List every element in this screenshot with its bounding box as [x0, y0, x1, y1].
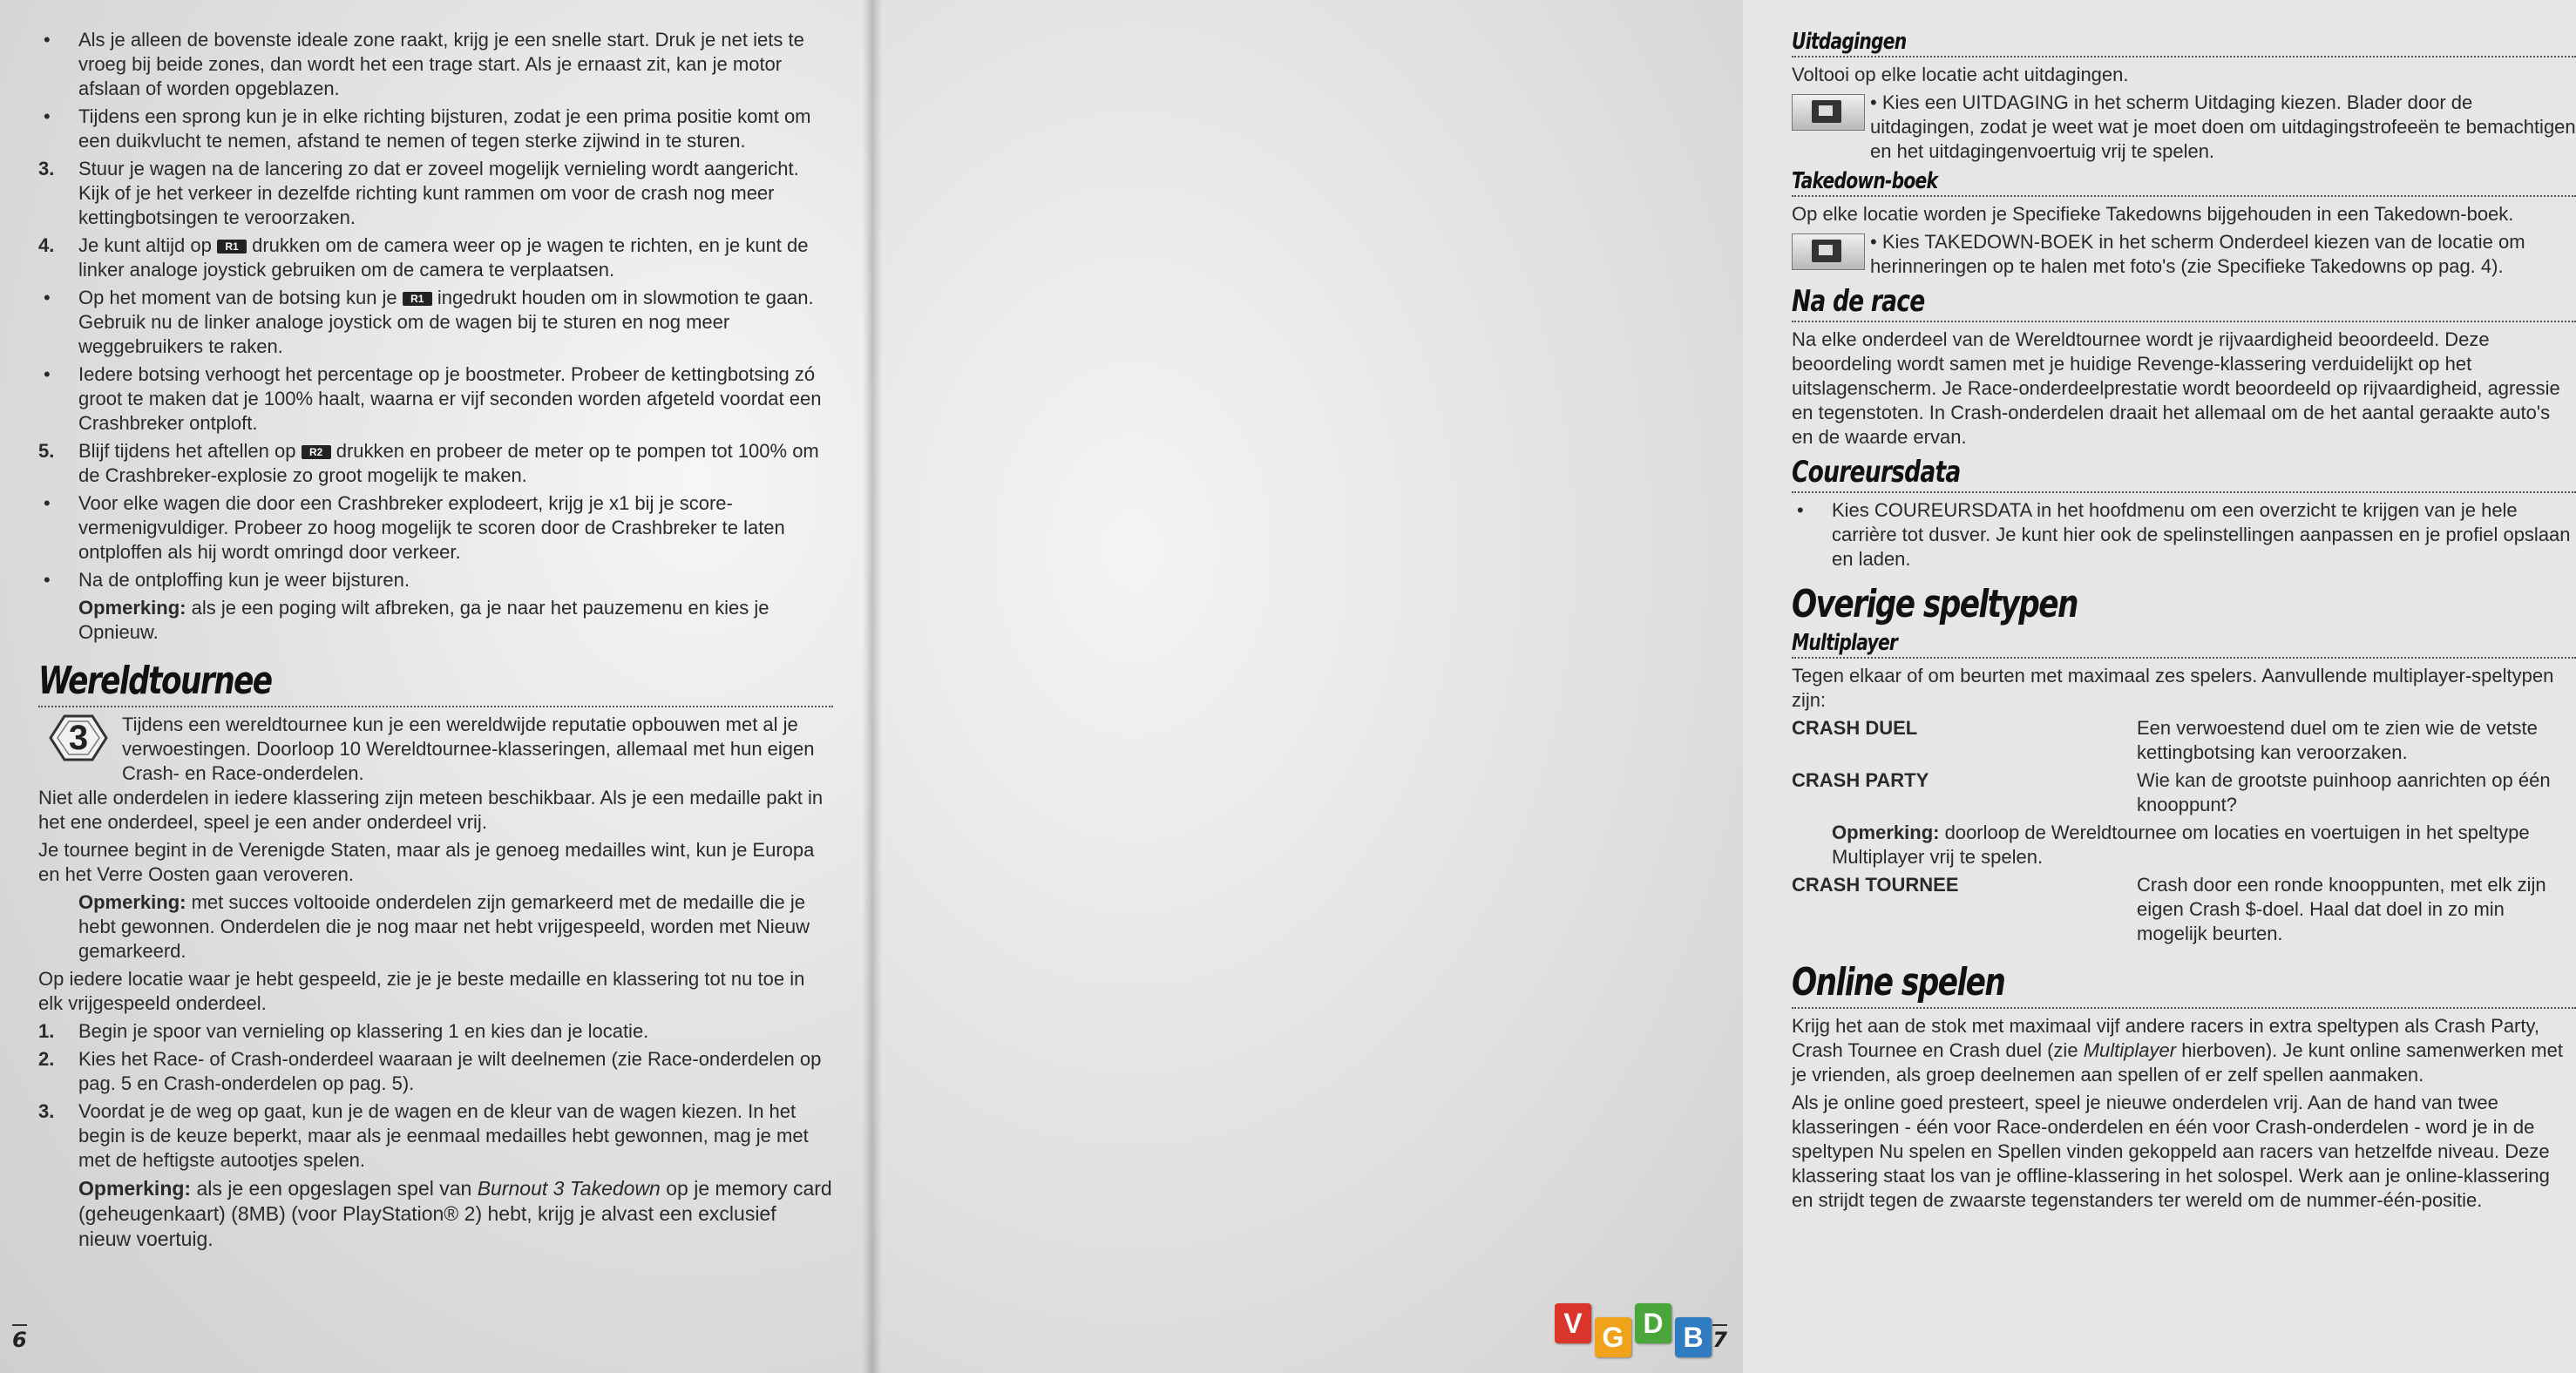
bullet-marker: • — [44, 29, 51, 51]
note-text: met succes voltooide onderdelen zijn gemarkeerd met de medaille die je hebt gewonnen. Onderdelen die je nog maar net hebt vrijgespeeld, worden met Nieuw gemarkeerd. — [78, 891, 810, 962]
bullet-marker: • — [1797, 499, 1804, 521]
note — [1792, 821, 2576, 869]
item-text — [78, 439, 833, 488]
note-text-post: op je memory card (geheugenkaart) (8MB) (voor PlayStation® 2) hebt, krijg je alvast een exclusief nieuw voertuig. — [78, 1177, 832, 1250]
section-heading-online-spelen: Online spelen — [1792, 960, 2005, 1004]
note-label: Opmerking: — [1832, 822, 1940, 843]
challenge-screen-icon — [1792, 94, 1865, 131]
logo-letter: V — [1555, 1303, 1591, 1343]
paragraph-post: hierboven). Je kunt online samenwerken met je vrienden, als groep deelnemen aan spellen of er zelf spellen aanmaken. — [1792, 1039, 2563, 1086]
wereld-intro — [38, 713, 833, 786]
bullet-marker: • — [44, 363, 51, 385]
list-item — [38, 1099, 833, 1173]
item-text: Iedere botsing verhoogt het percentage op je boostmeter. Probeer de kettingbotsing zó groot te maken dat je 100% haalt, waarna er vijf seconden worden afgeteld voordat een Crashbreker ontploft. — [78, 363, 822, 434]
list-item — [38, 105, 833, 153]
paragraph: Niet alle onderdelen in iedere klassering zijn meteen beschikbaar. Als je een medaille pakt in het ene onderdeel, speel je een ander onderdeel vrij. — [38, 787, 824, 833]
step-number: 1. — [38, 1020, 55, 1042]
vgdb-logo — [1555, 1310, 1712, 1357]
logo-letter: D — [1635, 1303, 1671, 1343]
heading-divider — [1792, 491, 2576, 493]
note-label: Opmerking: — [78, 891, 186, 913]
item-text: Kies het Race- of Crash-onderdeel waaraan je wilt deelnemen (zie Race-onderdelen op pag. 5 en Crash-onderdelen op pag. 5). — [78, 1048, 822, 1094]
heading-divider — [38, 706, 833, 707]
item-text: Voordat je de weg op gaat, kun je de wagen en de kleur van de wagen kiezen. In het begin is de keuze beperkt, maar als je eenmaal medailles hebt gewonnen, mag je met met de heftigste autootjes spelen. — [78, 1100, 809, 1171]
note-text: doorloop de Wereldtournee om locaties en voertuigen in het speltype Multiplayer vrij te spelen. — [1832, 822, 2530, 868]
step-number: 2. — [38, 1048, 55, 1070]
book-spine — [863, 0, 882, 1373]
section-heading-coureursdata: Coureursdata — [1792, 455, 1961, 490]
r1-button-icon: R1 — [403, 292, 432, 306]
list-item — [38, 28, 833, 101]
note — [38, 890, 833, 964]
game-title: Burnout 3 Takedown — [477, 1177, 661, 1200]
uitdagingen-bullet — [1792, 91, 2576, 164]
paragraph-pre: Krijg het aan de stok met maximaal vijf andere racers in extra speltypen als Crash Party, Crash Tournee en Crash duel (zie — [1792, 1015, 2539, 1061]
paragraph: Voltooi op elke locatie acht uitdagingen. — [1792, 64, 2129, 85]
list-item — [38, 439, 833, 488]
heading-divider — [1792, 657, 2576, 659]
item-text-post: ingedrukt houden om in slowmotion te gaan. Gebruik nu de linker analoge joystick om de wagen bij te sturen en nog meer weggebruikers te raken. — [78, 287, 814, 357]
note-label: Opmerking: — [78, 1177, 192, 1200]
left-column — [38, 28, 833, 1255]
section-heading-takedown-boek: Takedown-boek — [1792, 168, 1938, 194]
intro-text: Tijdens een wereldtournee kun je een wereldwijde reputatie opbouwen met al je verwoestingen. Doorloop 10 Wereldtournee-klasseringen, allemaal met hun eigen Crash- en Race-onderdelen. — [122, 714, 815, 784]
paragraph: Tegen elkaar of om beurten met maximaal zes spelers. Aanvullende multiplayer-speltypen zijn: — [1792, 665, 2554, 711]
list-item — [38, 362, 833, 436]
mode-name: CRASH TOURNEE — [1792, 874, 1959, 896]
mode-name: CRASH PARTY — [1792, 769, 1929, 791]
r2-button-icon: R2 — [302, 445, 331, 459]
section-heading-na-de-race: Na de race — [1792, 284, 1925, 319]
note — [38, 1176, 833, 1252]
r1-button-icon: R1 — [217, 240, 247, 254]
item-text-post: drukken om de camera weer op je wagen te richten, en je kunt de linker analoge joystick gebruiken om de camera te verplaatsen. — [78, 234, 809, 281]
heading-divider — [1792, 321, 2576, 322]
heading-divider — [1792, 56, 2576, 57]
bullet-marker: • — [44, 287, 51, 308]
item-text-pre: Op het moment van de botsing kun je — [78, 287, 397, 308]
logo-letter: B — [1675, 1317, 1712, 1357]
section-heading-wereldtournee: Wereldtournee — [38, 659, 272, 703]
item-text — [78, 233, 833, 282]
step-number: 5. — [38, 440, 55, 462]
hexagon-badge-icon — [38, 713, 119, 763]
item-text: Kies COUREURSDATA in het hoofdmenu om een overzicht te krijgen van je hele carrière tot dusver. Je kunt hier ook de spelinstellingen aanpassen en je profiel opslaan en laden. — [1832, 499, 2571, 570]
page-number: 6 — [12, 1324, 27, 1352]
section-heading-multiplayer: Multiplayer — [1792, 630, 1898, 656]
bullet-marker: • — [44, 569, 51, 591]
bullet-marker: • — [44, 105, 51, 127]
item-text: • Kies TAKEDOWN-BOEK in het scherm Onderdeel kiezen van de locatie om herinneringen op te halen met foto's (zie Specifieke Takedowns op pag. 4). — [1870, 231, 2525, 277]
note-label: Opmerking: — [78, 597, 186, 619]
list-item — [38, 1047, 833, 1096]
item-text — [78, 286, 833, 359]
paragraph — [1792, 1014, 2576, 1087]
step-number: 3. — [38, 1100, 55, 1122]
note-text: als je een poging wilt afbreken, ga je naar het pauzemenu en kies je Opnieuw. — [78, 597, 769, 643]
section-heading-uitdagingen: Uitdagingen — [1792, 29, 1907, 55]
paragraph: Op iedere locatie waar je hebt gespeeld, zie je je beste medaille en klassering tot nu toe in elk vrijgespeeld onderdeel. — [38, 968, 805, 1014]
step-number: 3. — [38, 158, 55, 179]
list-item — [38, 1019, 833, 1044]
mode-row — [1792, 716, 2576, 765]
takedown-bullet — [1792, 230, 2576, 279]
takedown-book-icon — [1792, 233, 1865, 270]
list-item — [38, 157, 833, 230]
list-item — [38, 233, 833, 282]
left-page — [0, 0, 871, 1373]
right-page — [871, 0, 2576, 1373]
item-text: Begin je spoor van vernieling op klassering 1 en kies dan je locatie. — [78, 1020, 649, 1042]
paragraph: Na elke onderdeel van de Wereldtournee wordt je rijvaardigheid beoordeeld. Deze beoordeling wordt samen met je huidige Revenge-klassering verduidelijkt op het uitslagenscherm. Je Race-onderdeelprestatie wordt beoordeeld op rijvaardigheid, agressie en tegenstoten. In Crash-onderdelen draait het allemaal om de het aantal geraakte auto's en de waarde ervan. — [1792, 328, 2560, 448]
paragraph: Je tournee begint in de Verenigde Staten, maar als je genoeg medailles wint, kun je Europa en het Verre Oosten gaan veroveren. — [38, 839, 815, 885]
paragraph: Op elke locatie worden je Specifieke Takedowns bijgehouden in een Takedown-boek. — [1792, 203, 2514, 225]
mode-row — [1792, 873, 2576, 946]
list-item — [38, 568, 833, 592]
badge-number: 3 — [68, 719, 89, 757]
logo-letter: G — [1595, 1317, 1631, 1357]
mode-description: Crash door een ronde knooppunten, met elk zijn eigen Crash $-doel. Haal dat doel in zo min mogelijk beurten. — [2137, 874, 2546, 944]
note-text-pre: als je een opgeslagen spel van — [196, 1177, 472, 1200]
item-text-post: drukken en probeer de meter op te pompen tot 100% om de Crashbreker-explosie zo groot mogelijk te maken. — [78, 440, 819, 486]
right-column — [1792, 28, 2576, 1216]
item-text: Voor elke wagen die door een Crashbreker explodeert, krijg je x1 bij je score-vermenigvuldiger. Probeer zo hoog mogelijk te scoren door de Crashbreker te laten ontploffen als hij wordt omringd door verkeer. — [78, 492, 785, 563]
mode-row — [1792, 768, 2576, 817]
paragraph: Als je online goed presteert, speel je nieuwe onderdelen vrij. Aan de hand van twee klasseringen - één voor Race-onderdelen en één voor Crash-onderdelen - word je in de speltypen Nu spelen en Spellen vinden gekoppeld aan racers van hetzelfde niveau. Deze klassering staat los van je offline-klassering in het solospel. Werk aan je online-klassering en strijdt tegen de zwaarste tegenstanders ter wereld om de nummer-één-positie. — [1792, 1092, 2550, 1211]
mode-description: Wie kan de grootste puinhoop aanrichten op één knooppunt? — [2137, 769, 2551, 815]
item-text: Stuur je wagen na de lancering zo dat er zoveel mogelijk vernieling wordt aangericht. Kijk of je het verkeer in dezelfde richting kunt rammen om voor de crash nog meer kettingbotsingen te veroorzaken. — [78, 158, 799, 228]
list-item — [1792, 498, 2576, 572]
list-item — [38, 491, 833, 565]
mode-name: CRASH DUEL — [1792, 717, 1918, 739]
item-text: Als je alleen de bovenste ideale zone raakt, krijg je een snelle start. Druk je net iets te vroeg bij beide zones, dan wordt het een trage start. Als je ernaast zit, kan je motor afslaan of worden opgeblazen. — [78, 29, 804, 99]
step-number: 4. — [38, 234, 55, 256]
mode-description: Een verwoestend duel om te zien wie de vetste kettingbotsing kan veroorzaken. — [2137, 717, 2538, 763]
multiplayer-reference: Multiplayer — [2083, 1039, 2177, 1061]
item-text-pre: Blijf tijdens het aftellen op — [78, 440, 296, 462]
list-item — [38, 286, 833, 359]
item-text: • Kies een UITDAGING in het scherm Uitdaging kiezen. Blader door de uitdagingen, zodat je weet wat je moet doen om uitdagingstrofeeën te bemachtigen en het uitdagingenvoertuig vrij te spelen. — [1870, 91, 2576, 162]
heading-divider — [1792, 1007, 2576, 1009]
item-text: Na de ontploffing kun je weer bijsturen. — [78, 569, 410, 591]
section-heading-overige-speltypen: Overige speltypen — [1792, 582, 2078, 626]
bullet-marker: • — [44, 492, 51, 514]
heading-divider — [1792, 195, 2576, 197]
item-text: Tijdens een sprong kun je in elke richting bijsturen, zodat je een prima positie komt om een duikvlucht te nemen, afstand te nemen of tegen sterke zijwind in te sturen. — [78, 105, 811, 152]
item-text-pre: Je kunt altijd op — [78, 234, 212, 256]
note — [38, 596, 833, 645]
page-number: 7 — [1712, 1324, 1727, 1352]
